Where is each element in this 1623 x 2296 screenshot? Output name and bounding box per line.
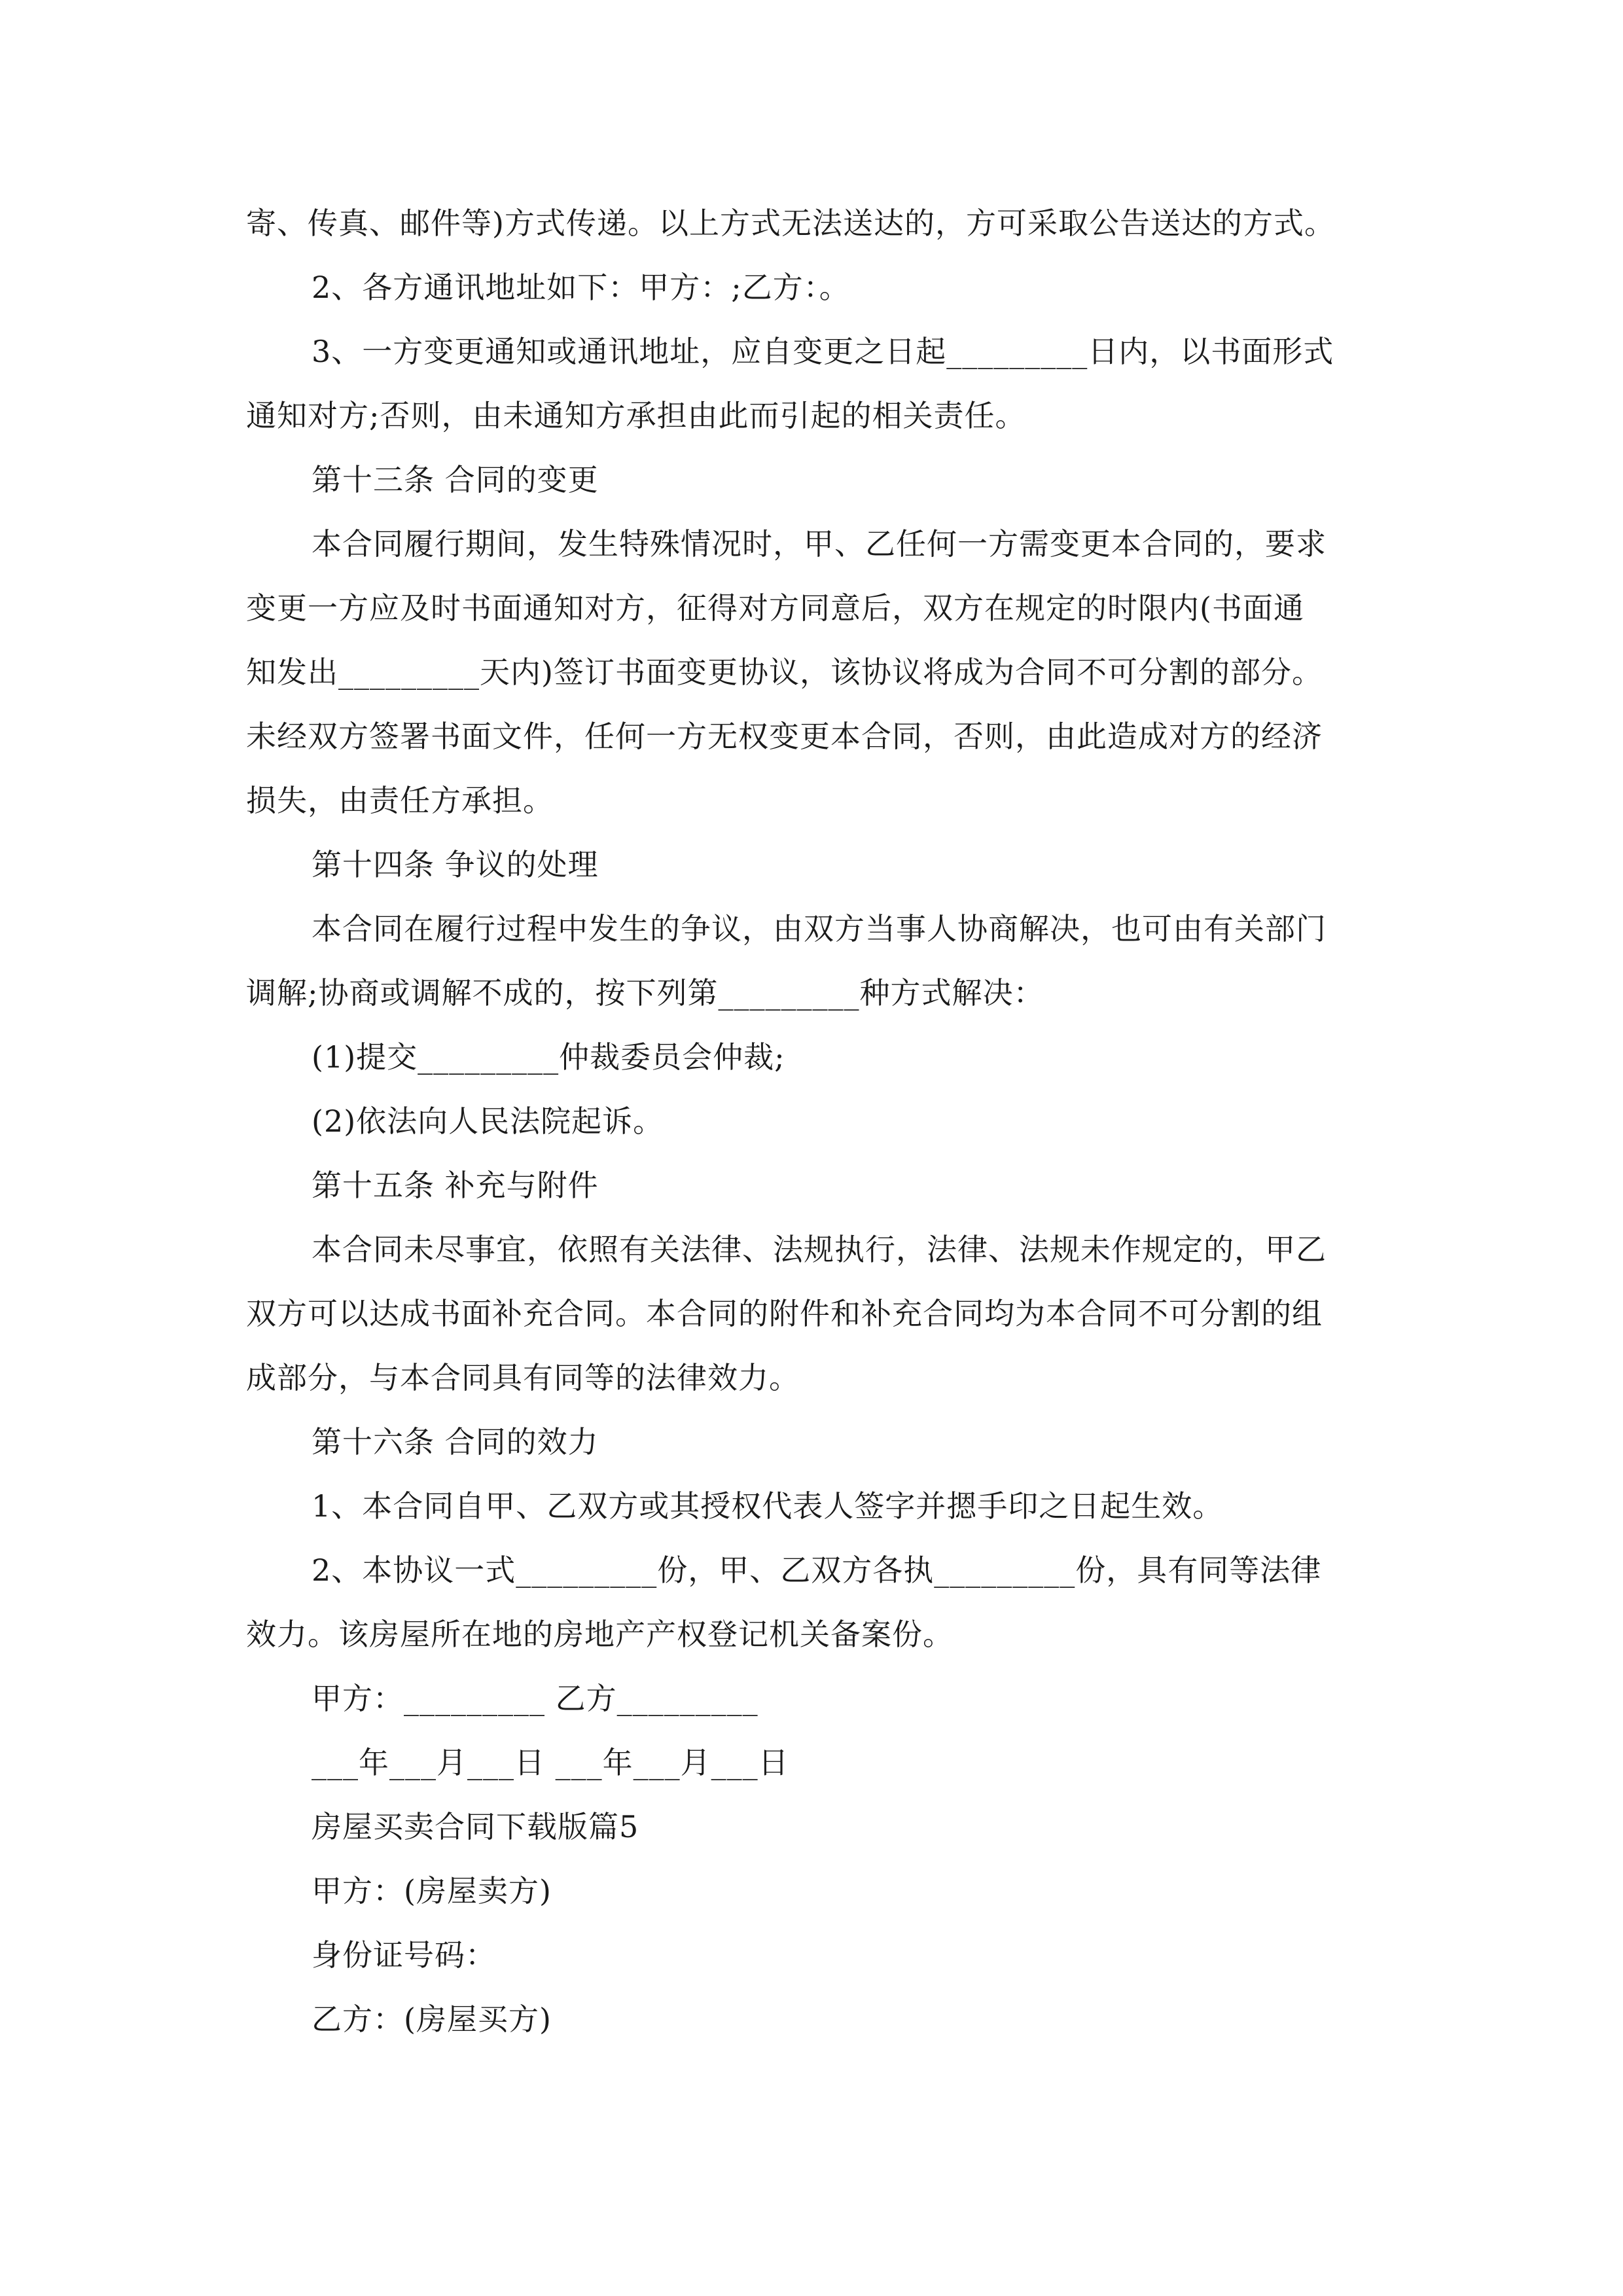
text-line: 本合同未尽事宜，依照有关法律、法规执行，法律、法规未作规定的，甲乙	[312, 1232, 1327, 1267]
text-line: 知发出_________天内)签订书面变更协议，该协议将成为合同不可分割的部分。	[246, 655, 1323, 690]
text-line: 第十四条 争议的处理	[312, 847, 599, 882]
text-line: (2)依法向人民法院起诉。	[312, 1103, 664, 1139]
text-line: 第十六条 合同的效力	[312, 1424, 599, 1460]
text-line: 甲方：(房屋卖方)	[312, 1873, 552, 1909]
text-line: (1)提交_________仲裁委员会仲裁;	[312, 1039, 785, 1075]
text-line: ___年___月___日 ___年___月___日	[312, 1745, 789, 1780]
text-line: 未经双方签署书面文件，任何一方无权变更本合同，否则，由此造成对方的经济	[246, 719, 1323, 754]
text-line: 通知对方;否则，由未通知方承担由此而引起的相关责任。	[246, 398, 1026, 433]
text-line: 3、一方变更通知或通讯地址，应自变更之日起_________日内，以书面形式	[312, 334, 1334, 369]
text-line: 效力。该房屋所在地的房地产产权登记机关备案份。	[246, 1617, 954, 1652]
text-line: 甲方：_________ 乙方_________	[312, 1681, 758, 1716]
text-line: 损失，由责任方承担。	[246, 783, 554, 818]
text-line: 房屋买卖合同下载版篇5	[312, 1809, 639, 1844]
text-line: 本合同履行期间，发生特殊情况时，甲、乙任何一方需变更本合同的，要求	[312, 526, 1327, 562]
text-line: 双方可以达成书面补充合同。本合同的附件和补充合同均为本合同不可分割的组	[246, 1296, 1323, 1331]
text-line: 第十五条 补充与附件	[312, 1168, 599, 1203]
text-line: 第十三条 合同的变更	[312, 462, 599, 497]
text-line: 寄、传真、邮件等)方式传递。以上方式无法送达的，方可采取公告送达的方式。	[246, 206, 1335, 241]
text-line: 2、各方通讯地址如下：甲方：;乙方：。	[312, 270, 850, 305]
text-line: 成部分，与本合同具有同等的法律效力。	[246, 1360, 800, 1395]
text-line: 乙方：(房屋买方)	[312, 2001, 552, 2037]
text-line: 2、本协议一式_________份，甲、乙双方各执_________份，具有同等法律	[312, 1552, 1322, 1588]
text-line: 本合同在履行过程中发生的争议，由双方当事人协商解决，也可由有关部门	[312, 911, 1327, 946]
text-line: 身份证号码：	[312, 1937, 496, 1973]
document-body	[246, 191, 1385, 2051]
text-line: 1、本合同自甲、乙双方或其授权代表人签字并摁手印之日起生效。	[312, 1488, 1224, 1524]
text-line: 调解;协商或调解不成的，按下列第_________种方式解决：	[246, 975, 1044, 1011]
text-line: 变更一方应及时书面通知对方，征得对方同意后，双方在规定的时限内(书面通	[246, 590, 1304, 626]
